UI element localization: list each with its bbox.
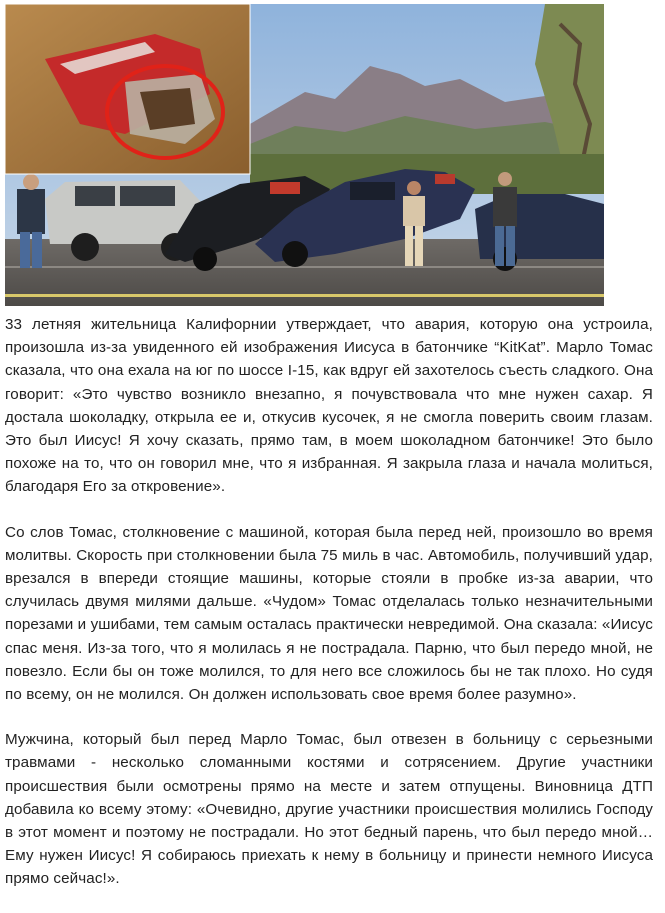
article-body	[5, 313, 653, 913]
article-paragraph: Мужчина, который был перед Марло Томас, был отвезен в больницу с серьезными травмами - несколько сломанными костями и сотрясением. Другие участники происшествия были осмотрены прямо на месте и затем отпущены. Виновница ДТП добавила ко всему этому: «Очевидно, другие участники происшествия молились Господу в этот момент и поэтому не пострадали. Но этот бедный парень, что был передо мной…Ему нужен Иисус! Я собираюсь приехать к нему в больницу и принести немного Иисуса прямо сейчас!».	[5, 731, 653, 888]
article-paragraph: 33 летняя жительница Калифорнии утверждает, что авария, которую она устроила, произошла из-за увиденного ей изображения Иисуса в батончике “KitKat”. Марло Томас сказала, что она ехала на юг по шоссе I-15, как вдруг ей захотелось съесть сладкого. Она говорит: «Это чувство возникло внезапно, я почувствовала что мне нужен сахар. Я достала шоколадку, открыла ее и, откусив кусочек, я не смогла поверить своим глазам. Это был Иисус! Я хочу сказать, прямо там, в моем шоколадном батончике! Это было похоже на то, что он говорил мне, что я избранная. Я закрыла глаза и начала молиться, благодаря Его за откровение».	[5, 316, 653, 496]
article-photo	[5, 4, 604, 306]
article-paragraph: Со слов Томас, столкновение с машиной, которая была перед ней, произошло во время молитвы. Скорость при столкновении была 75 миль в час. Автомобиль, получивший удар, врезался в впереди стоящие машины, которые стояли в пробке из-за аварии, что случилась двумя милями дальше. «Чудом» Томас отделалась только незначительными порезами и ушибами, тем самым осталась практически невредимой. Она сказала: «Иисус спас меня. Из-за того, что я молилась я не пострадала. Парню, что был передо мной, не повезло. Если бы он тоже молился, то для него все сложилось бы не так плохо. Но судя по всему, он не молился. Он должен использовать свое время более разумно».	[5, 523, 653, 704]
